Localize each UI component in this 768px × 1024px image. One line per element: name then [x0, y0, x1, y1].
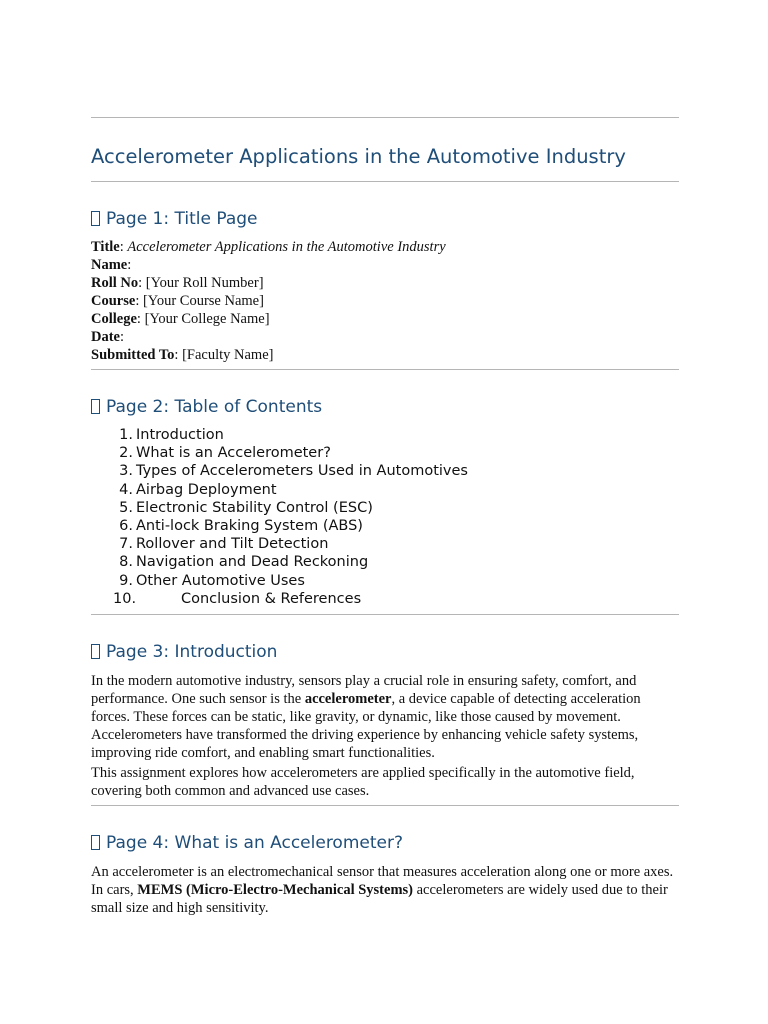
- missing-glyph-icon: [91, 835, 100, 850]
- toc-item: [91, 535, 679, 553]
- body-text: accelerometers are widely used due to their small size and high sensitivity.: [91, 882, 668, 916]
- toc-text: Introduction: [136, 427, 224, 443]
- intro-bold-term: accelerometer: [304, 691, 392, 707]
- section-heading-page4: [91, 832, 679, 854]
- toc-number: 6.: [119, 517, 133, 534]
- intro-text: This assignment explores how accelerometers are applied specifically in the automotive field, covering both common and advanced use cases.: [91, 765, 635, 799]
- page1-divider: [91, 369, 679, 370]
- field-label: Course: [91, 293, 136, 309]
- toc-item: [91, 499, 679, 517]
- field-label: Name: [91, 257, 128, 273]
- toc-number: 7.: [119, 536, 133, 553]
- field-value: [Faculty Name]: [182, 347, 274, 363]
- toc-number: 5.: [119, 499, 133, 516]
- top-divider: [91, 117, 679, 118]
- field-date: Date:: [91, 329, 125, 345]
- section-title-page: [91, 208, 679, 230]
- field-course: Course: [Your Course Name]: [91, 293, 264, 309]
- field-label: College: [91, 311, 137, 327]
- section-heading-text: Page 4: What is an Accelerometer?: [106, 833, 403, 853]
- toc-item: [91, 444, 679, 462]
- field-value: [Your College Name]: [144, 311, 270, 327]
- toc-item: [91, 572, 679, 590]
- field-label: Date: [91, 329, 120, 345]
- toc-text: Conclusion & References: [181, 590, 362, 607]
- toc-item: [91, 553, 679, 571]
- toc-number: 9.: [119, 572, 133, 589]
- toc-number: 3.: [119, 463, 133, 480]
- toc-number: 4.: [119, 481, 133, 498]
- field-label: Roll No: [91, 275, 139, 291]
- title-page-fields: [91, 238, 679, 364]
- page2-divider: [91, 614, 679, 615]
- field-roll-no: Roll No: [Your Roll Number]: [91, 275, 264, 291]
- toc-list: [91, 426, 679, 608]
- toc-text: Other Automotive Uses: [136, 572, 305, 589]
- field-college: College: [Your College Name]: [91, 311, 270, 327]
- field-value: [Your Course Name]: [142, 293, 264, 309]
- toc-text: Rollover and Tilt Detection: [136, 536, 329, 553]
- intro-paragraph-2: [91, 764, 679, 800]
- toc-text: Electronic Stability Control (ESC): [136, 499, 373, 516]
- section-heading-page3: [91, 641, 679, 663]
- section-table-of-contents: [91, 396, 679, 418]
- intro-text: In the modern automotive industry, sensors play a crucial role in ensuring safety, comfort, and performance. One such sensor is the: [91, 673, 637, 707]
- intro-text: , a device capable of detecting acceleration forces. These forces can be static, like gravity, or dynamic, like those caused by movement. Accelerometers have transformed the driving experience by enhancing vehicle safety systems, improving ride comfort, and enabling smart functionalities.: [91, 691, 641, 761]
- document-title: Accelerometer Applications in the Automotive Industry: [91, 145, 626, 168]
- toc-text: Anti-lock Braking System (ABS): [136, 517, 363, 534]
- title-divider: [91, 181, 679, 182]
- toc-number: 1.: [119, 427, 133, 443]
- toc-text: Navigation and Dead Reckoning: [136, 554, 369, 571]
- missing-glyph-icon: [91, 399, 100, 414]
- section-heading-text: Page 2: Table of Contents: [106, 397, 323, 417]
- toc-item: [91, 481, 679, 499]
- toc-item: [91, 590, 679, 608]
- mems-bold-term: MEMS (Micro-Electro-Mechanical Systems): [137, 882, 413, 898]
- page3-divider: [91, 805, 679, 806]
- field-submitted-to: Submitted To: [Faculty Name]: [91, 347, 274, 363]
- section-introduction: [91, 641, 679, 663]
- accelerometer-paragraph: [91, 863, 679, 917]
- body-text: An accelerometer is an electromechanical sensor that measures acceleration along one or more axes. In cars,: [91, 864, 674, 898]
- intro-paragraph-1: [91, 672, 679, 762]
- section-what-is-accelerometer: [91, 832, 679, 854]
- toc-item: [91, 517, 679, 535]
- toc-text: Types of Accelerometers Used in Automotives: [136, 463, 468, 480]
- toc-text: Airbag Deployment: [136, 481, 277, 498]
- toc-text: What is an Accelerometer?: [136, 445, 331, 462]
- field-name: Name:: [91, 257, 132, 273]
- toc-item: [91, 426, 679, 444]
- toc-number: 2.: [119, 445, 133, 462]
- toc-list-block: [91, 426, 679, 608]
- toc-number: 8.: [119, 554, 133, 571]
- field-value: Accelerometer Applications in the Automotive Industry: [127, 239, 446, 255]
- section-heading-text: Page 1: Title Page: [106, 209, 258, 229]
- section-heading-page2: [91, 396, 679, 418]
- section-heading-page1: [91, 208, 679, 230]
- field-title: Title: Accelerometer Applications in the Automotive Industry: [91, 239, 446, 255]
- field-label: Submitted To: [91, 347, 175, 363]
- toc-item: [91, 462, 679, 480]
- document-title-block: [91, 145, 679, 169]
- field-label: Title: [91, 239, 120, 255]
- missing-glyph-icon: [91, 644, 100, 659]
- section-heading-text: Page 3: Introduction: [106, 642, 278, 662]
- field-value: [Your Roll Number]: [145, 275, 264, 291]
- missing-glyph-icon: [91, 211, 100, 226]
- toc-number: 10.: [113, 590, 137, 607]
